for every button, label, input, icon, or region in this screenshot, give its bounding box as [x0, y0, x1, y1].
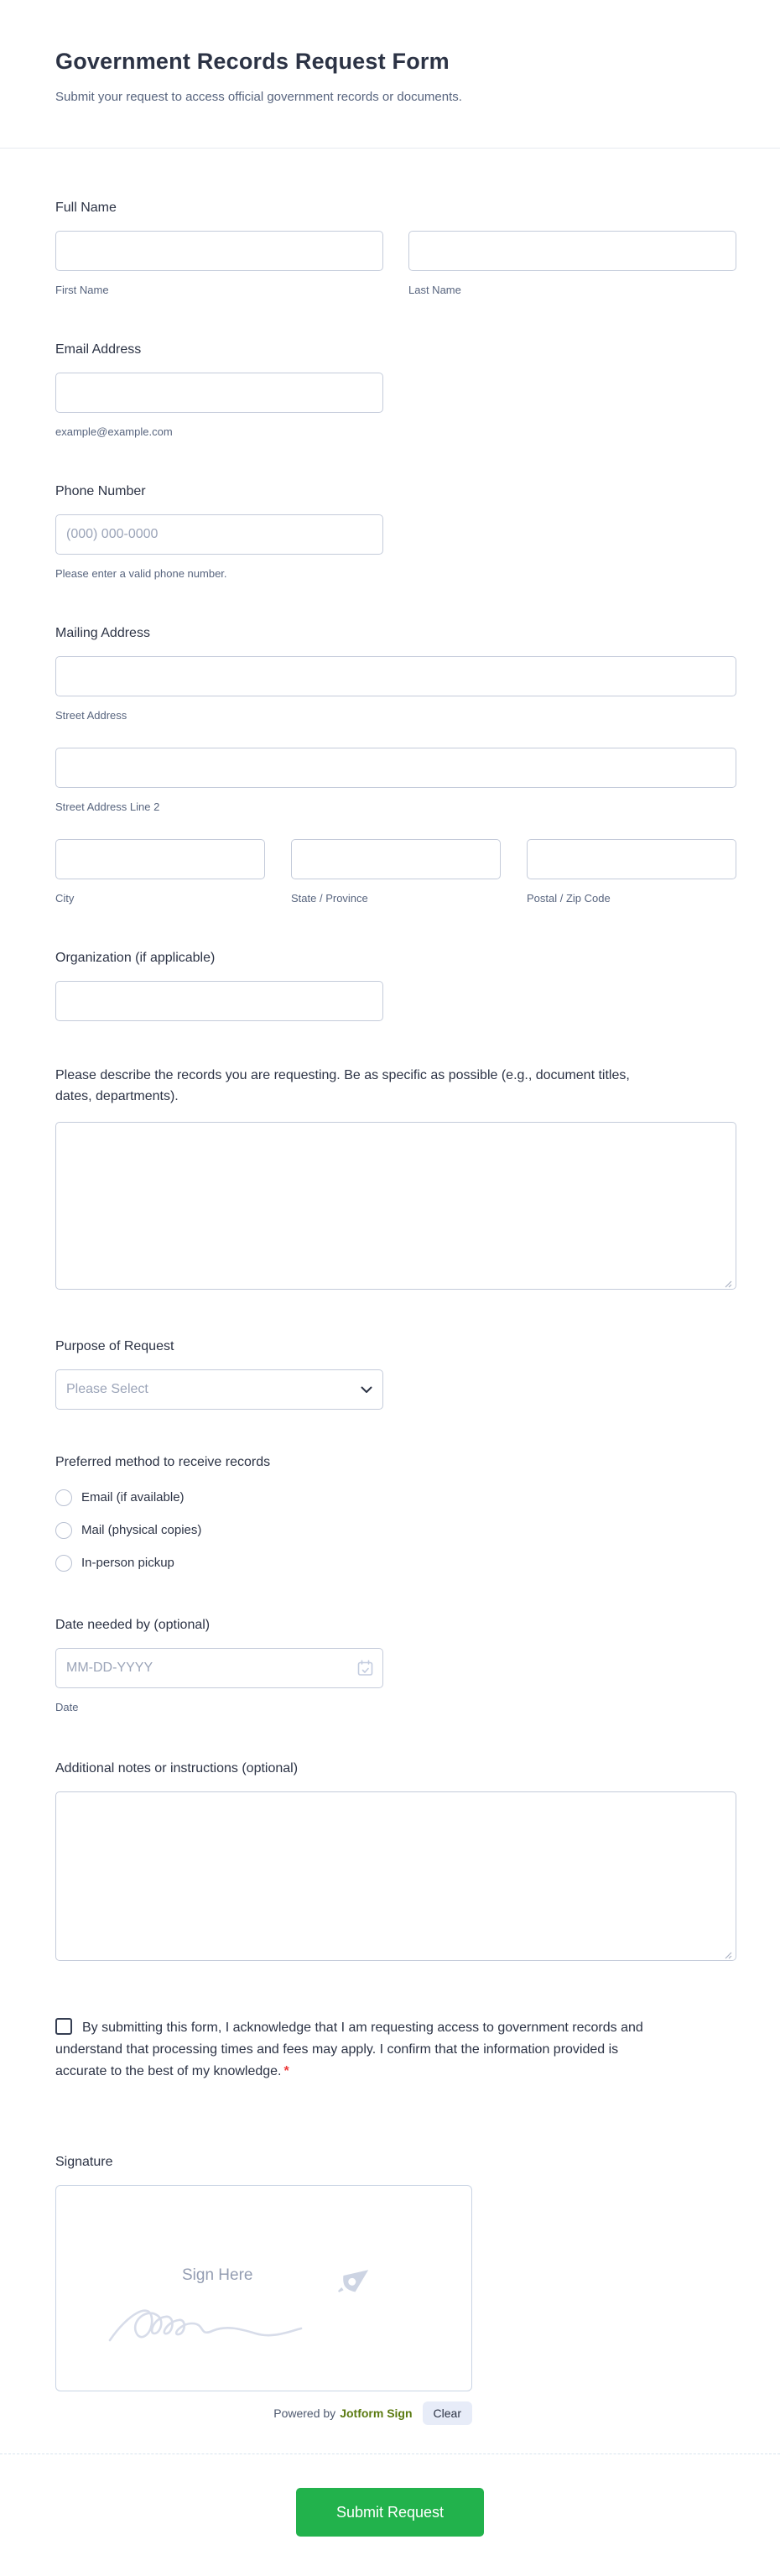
- notes-wrap: [55, 1791, 736, 1965]
- street-address2-sublabel: Street Address Line 2: [55, 800, 160, 813]
- consent-checkbox[interactable]: [55, 2018, 72, 2035]
- purpose-select[interactable]: [55, 1369, 383, 1410]
- purpose-label: Purpose of Request: [55, 1339, 174, 1353]
- signature-pad[interactable]: [55, 2185, 472, 2391]
- field-date: [55, 1616, 736, 1714]
- footer-divider: [0, 2453, 780, 2454]
- field-records-description: [55, 1065, 736, 1294]
- city-input[interactable]: [55, 839, 265, 879]
- method-option-label: Mail (physical copies): [81, 1523, 202, 1537]
- form-header: [0, 0, 780, 148]
- field-organization: [55, 949, 736, 1021]
- page-title: Government Records Request Form: [55, 49, 450, 74]
- submit-row: [0, 2488, 780, 2576]
- form-body: [0, 199, 780, 2425]
- signature-label: Signature: [55, 2155, 113, 2169]
- state-input[interactable]: [291, 839, 501, 879]
- signature-squiggle-icon: [107, 2285, 358, 2352]
- last-name-input[interactable]: [408, 231, 736, 271]
- email-input[interactable]: [55, 373, 383, 413]
- records-description-label: Please describe the records you are requesting. Be as specific as possible (e.g., document titles, dates, departments).: [55, 1068, 630, 1103]
- radio-icon[interactable]: [55, 1489, 72, 1506]
- submit-button[interactable]: Submit Request: [296, 2488, 484, 2537]
- required-asterisk: *: [283, 2064, 289, 2078]
- first-name-col: [55, 231, 383, 297]
- date-wrap: [55, 1648, 383, 1688]
- sign-here-text: Sign Here: [182, 2266, 253, 2284]
- date-sublabel: Date: [55, 1701, 79, 1713]
- full-name-row: [55, 231, 736, 297]
- method-option-label: Email (if available): [81, 1490, 185, 1504]
- jotform-sign-brand: Jotform Sign: [340, 2407, 413, 2420]
- city-state-zip-row: [55, 839, 736, 905]
- zip-sublabel: Postal / Zip Code: [527, 892, 611, 905]
- method-label: Preferred method to receive records: [55, 1455, 271, 1469]
- zip-input[interactable]: [527, 839, 736, 879]
- field-purpose: [55, 1338, 736, 1410]
- chevron-down-icon: [361, 1386, 372, 1394]
- email-sublabel: example@example.com: [55, 425, 173, 438]
- header-divider: [0, 148, 780, 149]
- phone-input[interactable]: [55, 514, 383, 555]
- records-description-textarea[interactable]: [55, 1122, 736, 1290]
- radio-icon[interactable]: [55, 1555, 72, 1572]
- first-name-sublabel: First Name: [55, 284, 109, 296]
- method-option-label: In-person pickup: [81, 1556, 174, 1570]
- street-address2-input[interactable]: [55, 748, 736, 788]
- phone-sublabel: Please enter a valid phone number.: [55, 567, 227, 580]
- method-option-pickup[interactable]: [55, 1554, 736, 1572]
- clear-signature-button[interactable]: Clear: [423, 2401, 472, 2425]
- state-sublabel: State / Province: [291, 892, 368, 905]
- powered-by-text: Powered by Jotform Sign: [273, 2407, 413, 2420]
- last-name-sublabel: Last Name: [408, 284, 461, 296]
- last-name-col: [408, 231, 736, 297]
- street-address-input[interactable]: [55, 656, 736, 696]
- field-mailing-address: [55, 624, 736, 905]
- calendar-icon[interactable]: [357, 1660, 373, 1676]
- field-consent: [55, 2017, 653, 2083]
- organization-label: Organization (if applicable): [55, 951, 216, 965]
- signature-footer: [55, 2401, 472, 2425]
- phone-label: Phone Number: [55, 484, 146, 498]
- field-signature: [55, 2153, 736, 2425]
- page-subtitle: Submit your request to access official government records or documents.: [55, 90, 462, 104]
- email-label: Email Address: [55, 342, 142, 357]
- field-email: [55, 341, 736, 439]
- first-name-input[interactable]: [55, 231, 383, 271]
- full-name-label: Full Name: [55, 201, 117, 215]
- consent-text: By submitting this form, I acknowledge that I am requesting access to government records and understand that processing times and fees may apply. I confirm that the information provided is accurate to the best of my knowledge.: [55, 2021, 643, 2078]
- zip-col: [527, 839, 736, 905]
- method-options: [55, 1489, 736, 1572]
- organization-input[interactable]: [55, 981, 383, 1021]
- city-col: [55, 839, 265, 905]
- records-description-wrap: [55, 1122, 736, 1294]
- date-input[interactable]: [55, 1648, 383, 1688]
- state-col: [291, 839, 501, 905]
- notes-textarea[interactable]: [55, 1791, 736, 1961]
- purpose-select-value: Please Select: [66, 1382, 148, 1396]
- method-option-email[interactable]: [55, 1489, 736, 1507]
- city-sublabel: City: [55, 892, 75, 905]
- address-label: Mailing Address: [55, 626, 150, 640]
- notes-label: Additional notes or instructions (optional): [55, 1761, 299, 1776]
- field-full-name: [55, 199, 736, 297]
- field-phone: [55, 482, 736, 581]
- date-label: Date needed by (optional): [55, 1618, 211, 1632]
- field-method: [55, 1453, 736, 1572]
- field-notes: [55, 1760, 736, 1965]
- radio-icon[interactable]: [55, 1522, 72, 1539]
- method-option-mail[interactable]: [55, 1521, 736, 1540]
- street-address-sublabel: Street Address: [55, 709, 127, 722]
